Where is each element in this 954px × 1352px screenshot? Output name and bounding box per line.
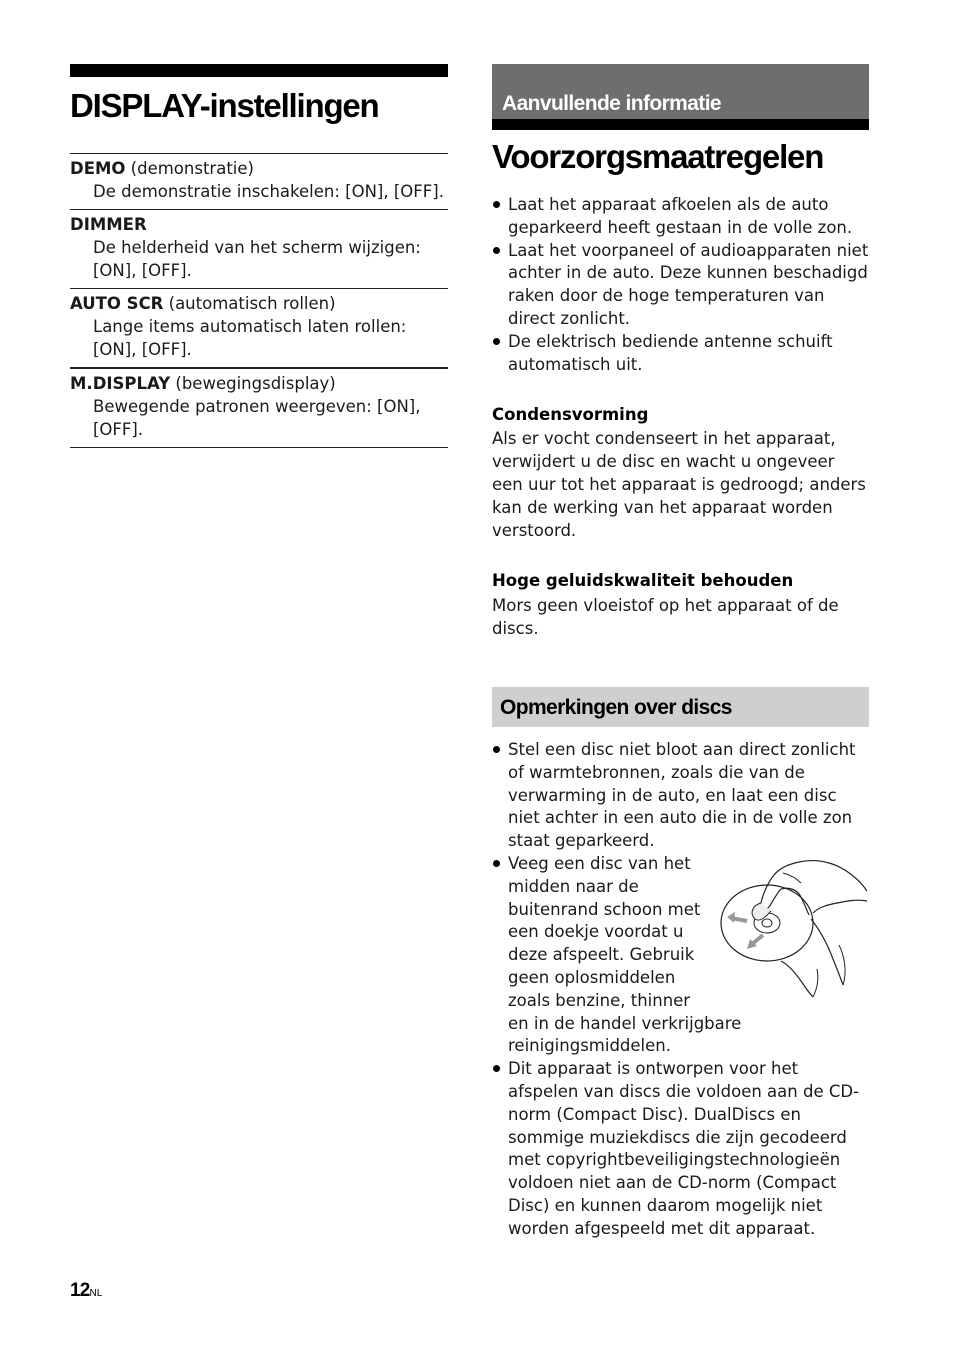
setting-description: Bewegende patronen weergeven: [ON], [OFF]. bbox=[93, 397, 421, 439]
list-item: Laat het apparaat afkoelen als de auto geparkeerd heeft gestaan in de volle zon. bbox=[492, 194, 869, 240]
section-title: Voorzorgsmaatregelen bbox=[492, 138, 824, 175]
list-item: Laat het voorpaneel of audioapparaten niet achter in de auto. Deze kunnen beschadigd raken door de hoge temperaturen van direct zonlicht. bbox=[492, 240, 869, 331]
page-language-code: NL bbox=[89, 1288, 103, 1299]
setting-qualifier: (bewegingsdisplay) bbox=[170, 374, 336, 393]
right-column bbox=[492, 64, 869, 1240]
setting-qualifier: (automatisch rollen) bbox=[163, 294, 336, 313]
page-number-value: 12 bbox=[70, 1280, 90, 1301]
setting-dimmer bbox=[70, 210, 448, 289]
list-item: Stel een disc niet bloot aan direct zonlicht of warmtebronnen, zoals die van de verwarming in de auto, en laat een disc niet achter in een auto die in de volle zon staat geparkeerd. bbox=[492, 739, 869, 853]
setting-qualifier: (demonstratie) bbox=[125, 159, 254, 178]
section-banner-label: Opmerkingen over discs bbox=[500, 695, 732, 719]
precautions-list bbox=[492, 194, 869, 376]
condensation-text: Als er vocht condenseert in het apparaat, verwijdert u de disc en wacht u ongeveer een uur tot het apparaat is gedroogd; anders kan de werking van het apparaat worden verstoord. bbox=[492, 429, 866, 540]
quality-text: Mors geen vloeistof op het apparaat of de discs. bbox=[492, 596, 839, 639]
setting-name: M.DISPLAY bbox=[70, 374, 171, 393]
setting-description: De demonstratie inschakelen: [ON], [OFF]. bbox=[93, 182, 444, 201]
setting-name: DEMO bbox=[70, 159, 126, 178]
setting-description: Lange items automatisch laten rollen: [ON], [OFF]. bbox=[93, 317, 407, 359]
list-item: Dit apparaat is ontworpen voor het afspelen van discs die voldoen aan de CD-norm (Compact Disc). DualDiscs en sommige muziekdiscs die zijn gecodeerd met copyrightbeveiligingstechnologieën voldoen niet aan de CD-norm (Compact Disc) en kunnen daarom mogelijk niet worden afgespeeld met dit apparaat. bbox=[492, 1058, 869, 1240]
quality-heading: Hoge geluidskwaliteit behouden bbox=[492, 571, 794, 591]
list-item: De elektrisch bediende antenne schuift automatisch uit. bbox=[492, 331, 869, 377]
top-rule-divider bbox=[70, 64, 448, 77]
condensation-heading: Condensvorming bbox=[492, 405, 649, 425]
page-title: DISPLAY-instellingen bbox=[70, 87, 379, 124]
setting-m-display bbox=[70, 369, 448, 448]
setting-description: De helderheid van het scherm wijzigen: [ON], [OFF]. bbox=[93, 238, 421, 280]
list-item-text: Veeg een disc van het midden naar de buitenrand schoon met een doekje voordat u deze afspeelt. Gebruik geen oplosmiddelen zoals benzine, thinner en in de handel verkrijgbare reinigingsmiddelen. bbox=[508, 853, 742, 1056]
section-banner-aanvullende-informatie bbox=[492, 64, 869, 130]
setting-name: AUTO SCR bbox=[70, 294, 164, 313]
setting-demo bbox=[70, 154, 448, 210]
setting-name: DIMMER bbox=[70, 215, 147, 234]
disc-notes-list bbox=[492, 739, 869, 1241]
settings-list bbox=[70, 153, 448, 448]
section-banner-discs bbox=[492, 687, 869, 727]
list-item bbox=[492, 853, 869, 1058]
disc-cleaning-illustration-icon bbox=[719, 853, 869, 999]
left-column bbox=[70, 64, 448, 448]
section-banner-label: Aanvullende informatie bbox=[502, 92, 722, 115]
page-number bbox=[70, 1280, 102, 1302]
setting-auto-scr bbox=[70, 289, 448, 369]
